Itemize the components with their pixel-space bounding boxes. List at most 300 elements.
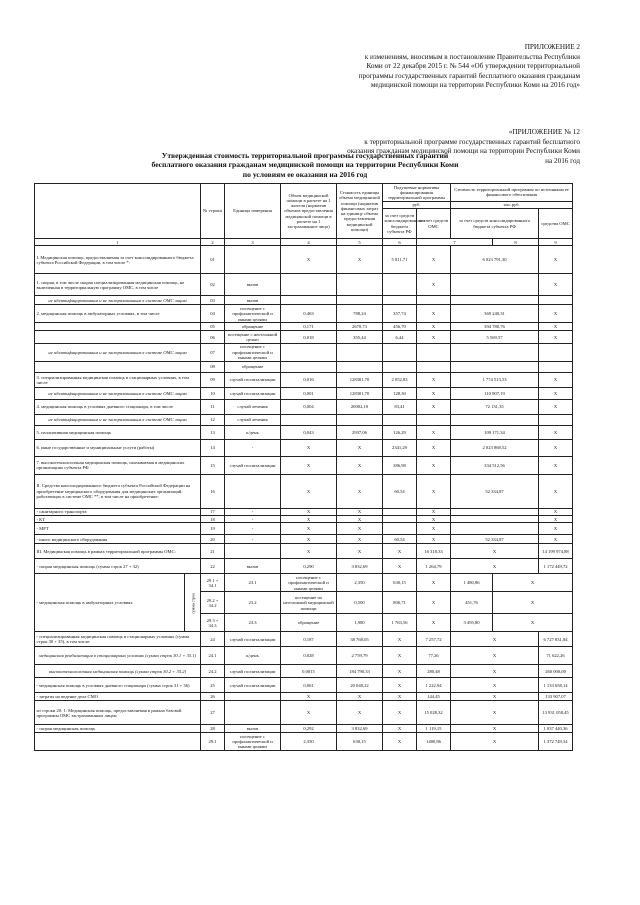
row-formula: 29.2 + 34.2 — [201, 592, 225, 614]
row-oms: 1 119,15 — [417, 725, 451, 733]
row-budget: 357,74 — [383, 305, 417, 323]
row-cost: X — [337, 516, 383, 523]
row-volume: X — [281, 456, 337, 474]
row-unit: - — [225, 508, 281, 515]
row-volume: X — [281, 544, 337, 559]
row-oms: X — [417, 387, 451, 399]
row-budget: X — [383, 559, 417, 574]
row-budget-total: 1 774 513,53 — [451, 372, 539, 387]
row-volume: 0,043 — [281, 425, 337, 439]
row-volume: 0,028 — [281, 647, 337, 665]
row-oms: X — [417, 399, 451, 414]
row-number: 01 — [201, 246, 225, 274]
row-budget — [383, 274, 417, 296]
row-budget-total — [451, 523, 539, 535]
row-volume — [281, 296, 337, 305]
row-volume — [281, 274, 337, 296]
title-line: бесплатного оказания гражданам медицинской помощи на территории Республики Коми — [151, 160, 459, 170]
row-number: 06 — [201, 331, 225, 344]
row-budget-total: X — [451, 665, 539, 678]
row-number: 17 — [201, 508, 225, 515]
row-budget: X — [383, 733, 417, 751]
row-unit: посещение с профилактической и иными целями — [225, 305, 281, 323]
row-cost: 355,44 — [337, 331, 383, 344]
row-unit: посещение с профилактической и иными целями — [281, 574, 337, 592]
row-cost: X — [337, 544, 383, 559]
row-name: 5. паллиативная медицинская помощь — [35, 425, 201, 439]
row-name: из строки 20: 1. Медицинская помощь, предоставляемая в рамках базовой программы ОМС застрахованным лицам — [35, 701, 201, 725]
row-budget: 126,29 — [383, 425, 417, 439]
row-cost: X — [337, 693, 383, 701]
row-volume: 0,061 — [281, 678, 337, 693]
table-row — [35, 414, 573, 425]
header-cost: Стоимость единицы объема медицинской помощи (норматив финансовых затрат на единицу объема предоставления медицинской помощи) — [337, 184, 383, 239]
row-budget: 386,98 — [383, 456, 417, 474]
row-number: 14 — [201, 439, 225, 456]
row-oms-total: X — [539, 274, 573, 296]
attachment-line: программы государственных гарантий бесплатного оказания гражданам — [358, 71, 580, 80]
row-budget-total — [451, 414, 539, 425]
row-name: - МРТ — [35, 523, 201, 535]
row-cost: 20002,10 — [337, 399, 383, 414]
table-row — [35, 508, 573, 515]
row-unit: - — [225, 439, 281, 456]
row-oms: 451,76 — [451, 592, 493, 614]
row-oms-total: 1 037 440,36 — [539, 725, 573, 733]
row-oms-total: X — [539, 535, 573, 544]
row-formula: 29.1 + 34.1 — [201, 574, 225, 592]
column-number: 6 — [383, 239, 417, 246]
row-budget: 5 811,71 — [383, 246, 417, 274]
row-name: I. Медицинская помощь, предоставляемая за счет консолидированного бюджета субъекта Российской Федерации, в том числе *: — [35, 246, 201, 274]
row-volume: 1,980 — [337, 614, 383, 632]
row-cost: 3 832,69 — [337, 559, 383, 574]
row-name: не идентифицированным и не застрахованным в системе ОМС лицам — [35, 343, 201, 361]
row-cost: 3 832,69 — [337, 725, 383, 733]
table-row — [35, 387, 573, 399]
row-budget — [383, 361, 417, 372]
row-name: медицинская реабилитация в стационарных условиях (сумма строк 30.1 + 35.1) — [35, 647, 201, 665]
row-oms-total: X — [539, 523, 573, 535]
table-row — [35, 678, 573, 693]
row-budget: 2341,29 — [383, 439, 417, 456]
row-budget-total: X — [493, 592, 573, 614]
row-number: 25 — [201, 678, 225, 693]
row-budget-total: 5 569,57 — [451, 331, 539, 344]
table-row — [35, 372, 573, 387]
table-row — [35, 439, 573, 456]
row-budget-total — [451, 516, 539, 523]
column-number: 9 — [539, 239, 573, 246]
column-number: 8 — [493, 239, 539, 246]
row-budget-total: X — [451, 544, 539, 559]
row-budget: X — [383, 701, 417, 725]
row-name: - медицинская помощь в условиях дневного стационара (сумма строк 31 + 36) — [35, 678, 201, 693]
row-oms-total: X — [539, 508, 573, 515]
row-budget: X — [383, 647, 417, 665]
row-oms-total: X — [539, 387, 573, 399]
row-oms: 15 028,32 — [417, 701, 451, 725]
header-oms-total: средства ОМС — [539, 209, 573, 239]
row-volume: X — [281, 701, 337, 725]
row-cost: 2 759,79 — [337, 647, 383, 665]
row-volume: X — [281, 439, 337, 456]
row-unit: посещение с профилактической и иными целями — [225, 343, 281, 361]
row-number: 16 — [201, 474, 225, 508]
attachment-line: Коми от 22 декабря 2015 г. № 544 «Об утверждении территориальной — [366, 62, 580, 71]
row-oms-total — [539, 361, 573, 372]
row-number: 26 — [201, 693, 225, 701]
row-oms: X — [417, 516, 451, 523]
header-oms: за счет средств ОМС — [417, 209, 451, 239]
row-name: II. Средства консолидированного бюджета субъекта Российской Федерации на приобретение медицинского оборудования для медицинских организаций, работающих в системе ОМС **, в том числе на приобретение: — [35, 474, 201, 508]
row-cost — [337, 414, 383, 425]
row-oms: 144,45 — [417, 693, 451, 701]
row-number: 22 — [201, 559, 225, 574]
row-volume: 0,016 — [281, 372, 337, 387]
row-budget-total: X — [451, 725, 539, 733]
row-volume: 0,001 — [281, 387, 337, 399]
header-budget: за счет средств консолидированного бюджета субъекта РФ — [383, 209, 417, 239]
header-volume: Объем медицинской помощи в расчете на 1 жителя (норматив объемов предоставления медицинской помощи в расчете на 1 застрахованное лицо) — [281, 184, 337, 239]
row-oms-total: X — [539, 323, 573, 331]
row-unit: вызов — [225, 296, 281, 305]
row-cost: 630,15 — [337, 733, 383, 751]
row-name: 7. высокотехнологичная медицинская помощь, оказываемая в медицинских организациях субъекта РФ — [35, 456, 201, 474]
row-budget: 60,54 — [383, 474, 417, 508]
row-budget-total: 6 023 791,30 — [451, 246, 539, 274]
row-budget-total — [451, 274, 539, 296]
row-budget: X — [383, 678, 417, 693]
row-number: 20 — [201, 535, 225, 544]
table-row — [35, 399, 573, 414]
row-budget: X — [383, 725, 417, 733]
row-budget: X — [383, 632, 417, 647]
row-budget: 83,41 — [383, 399, 417, 414]
row-number: 04 — [201, 305, 225, 323]
annex-line: к территориальной программе государственных гарантий бесплатного — [364, 137, 580, 146]
row-oms: 16 318,33 — [417, 544, 451, 559]
row-name: III. Медицинская помощь в рамках территориальной программы ОМС: — [35, 544, 201, 559]
table-row — [35, 425, 573, 439]
cost-table — [34, 183, 573, 751]
header-thous-rub: тыс.руб. — [451, 201, 573, 208]
attachment-line: медицинской помощи на территории Республики Коми на 2016 год» — [370, 81, 580, 90]
row-budget-total: 334 512,56 — [451, 456, 539, 474]
row-oms — [417, 361, 451, 372]
row-unit: случай госпитализации — [225, 632, 281, 647]
row-cost: 128301,70 — [337, 387, 383, 399]
header-per-capita: Подушевые нормативы финансирования территориальной программы — [383, 184, 451, 202]
row-oms-total: X — [539, 425, 573, 439]
row-unit: посещение по неотложной медицинской помощи — [281, 592, 337, 614]
row-budget: X — [417, 592, 451, 614]
row-oms-total: X — [539, 516, 573, 523]
row-unit — [225, 246, 281, 274]
row-volume: 0,004 — [281, 399, 337, 414]
row-name: 1. скорая, в том числе скорая специализированная медицинская помощь, не включенная в территориальную программу ОМС, в том числе — [35, 274, 201, 296]
row-budget-total: 109 171,34 — [451, 425, 539, 439]
annex-line: «ПРИЛОЖЕНИЕ № 12 — [508, 128, 580, 136]
attachment-line: ПРИЛОЖЕНИЕ 2 — [524, 43, 580, 51]
row-unit: обращение — [281, 614, 337, 632]
row-budget-total: X — [451, 632, 539, 647]
table-row — [35, 574, 573, 592]
table-row — [35, 343, 573, 361]
row-unit: обращение — [225, 323, 281, 331]
row-number: 18 — [201, 516, 225, 523]
row-budget: 2 052,83 — [383, 372, 417, 387]
row-oms-total: 260 000,00 — [539, 665, 573, 678]
column-number: 1 — [35, 239, 201, 246]
row-oms-total — [539, 343, 573, 361]
row-unit: случай госпитализации — [225, 372, 281, 387]
row-group-label: сумма строк — [185, 574, 201, 632]
row-oms: X — [417, 439, 451, 456]
row-unit: к/день — [225, 647, 281, 665]
row-unit — [225, 474, 281, 508]
row-unit: посещение с профилактической и иными целями — [225, 733, 281, 751]
row-volume: 0,018 — [281, 331, 337, 344]
row-cost: X — [337, 474, 383, 508]
row-oms: X — [417, 274, 451, 296]
row-oms-total — [539, 414, 573, 425]
row-budget-total: 369 240,31 — [451, 305, 539, 323]
row-formula: 29.3 + 34.3 — [201, 614, 225, 632]
row-name: высокотехнологичная медицинская помощь (сумма строк 30.2 + 35.2) — [35, 665, 201, 678]
row-volume: X — [281, 246, 337, 274]
row-cost — [337, 274, 383, 296]
table-row — [35, 733, 573, 751]
row-number: 03 — [201, 296, 225, 305]
row-budget: X — [383, 544, 417, 559]
row-budget-total: X — [451, 678, 539, 693]
row-oms: X — [417, 535, 451, 544]
row-volume: X — [281, 693, 337, 701]
row-unit: - — [225, 523, 281, 535]
row-unit — [225, 701, 281, 725]
row-volume: 0,171 — [281, 323, 337, 331]
row-cost: X — [337, 456, 383, 474]
row-oms-total: 1 133 658,14 — [539, 678, 573, 693]
row-oms-total: X — [539, 399, 573, 414]
row-cost: X — [337, 523, 383, 535]
row-name: - санитарного транспорта — [35, 508, 201, 515]
row-unit — [225, 693, 281, 701]
row-budget-total: 72 131,35 — [451, 399, 539, 414]
row-number: 05 — [201, 323, 225, 331]
row-number: 29.1 — [201, 733, 225, 751]
row-budget-total: 52 334,87 — [451, 535, 539, 544]
row-budget: 6,44 — [383, 331, 417, 344]
row-budget-total — [451, 361, 539, 372]
row-oms-total: X — [539, 372, 573, 387]
column-number-row — [35, 239, 573, 246]
row-cost: X — [337, 439, 383, 456]
row-oms: 1 264,79 — [417, 559, 451, 574]
table-row — [35, 693, 573, 701]
annex-line: оказания гражданам медицинской помощи на территории Республики Коми — [347, 147, 580, 156]
row-unit: - — [225, 516, 281, 523]
row-volume: X — [281, 535, 337, 544]
row-number: 21 — [201, 544, 225, 559]
table-row — [35, 516, 573, 523]
row-budget-total: 110 907,19 — [451, 387, 539, 399]
row-oms: 77,26 — [417, 647, 451, 665]
row-cost: X — [337, 701, 383, 725]
row-volume: X — [281, 516, 337, 523]
row-unit: случай лечения — [225, 399, 281, 414]
row-unit: случай госпитализации — [225, 456, 281, 474]
row-cost: 806,71 — [383, 592, 417, 614]
row-oms: X — [417, 331, 451, 344]
table-row — [35, 665, 573, 678]
row-budget: 456,70 — [383, 323, 417, 331]
row-oms: X — [417, 372, 451, 387]
row-cost: 184 790,33 — [337, 665, 383, 678]
row-unit: вызов — [225, 559, 281, 574]
row-budget-total — [451, 296, 539, 305]
row-budget — [383, 296, 417, 305]
row-budget-total: X — [451, 701, 539, 725]
table-row — [35, 725, 573, 733]
row-budget: X — [383, 665, 417, 678]
table-row — [35, 523, 573, 535]
row-name — [35, 323, 201, 331]
annex-line: на 2016 год — [545, 156, 580, 165]
row-oms: X — [417, 456, 451, 474]
row-oms: X — [417, 474, 451, 508]
row-oms: 7 257,72 — [417, 632, 451, 647]
row-name: 2. медицинская помощь в амбулаторных условиях, в том числе — [35, 305, 201, 323]
row-number: 27 — [201, 701, 225, 725]
row-volume: 0,0015 — [281, 665, 337, 678]
row-cost: X — [337, 508, 383, 515]
row-budget-total: X — [451, 733, 539, 751]
row-oms: 1 480,86 — [451, 574, 493, 592]
row-volume: X — [281, 474, 337, 508]
row-number: 28 — [201, 725, 225, 733]
row-unit: случай лечения — [225, 414, 281, 425]
header-rub: руб. — [383, 201, 451, 208]
row-oms-total: X — [539, 456, 573, 474]
row-name: - иного медицинского оборудования — [35, 535, 201, 544]
row-oms: X — [417, 246, 451, 274]
row-budget-total: 52 334,87 — [451, 474, 539, 508]
header-row-no: № строки — [201, 184, 225, 239]
row-unit: вызов — [225, 274, 281, 296]
row-name: не идентифицированным и не застрахованным в системе ОМС лицам — [35, 414, 201, 425]
row-oms: 3 495,80 — [451, 614, 493, 632]
row-budget-total — [451, 508, 539, 515]
row-cost: 630,15 — [383, 574, 417, 592]
row-cost: X — [337, 246, 383, 274]
row-oms-total: X — [539, 305, 573, 323]
row-volume: X — [281, 508, 337, 515]
table-row — [35, 361, 573, 372]
row-volume: 0,463 — [281, 305, 337, 323]
row-name: не идентифицированным и не застрахованным в системе ОМС лицам — [35, 387, 201, 399]
row-cost: 2937,06 — [337, 425, 383, 439]
row-oms: 1 222,94 — [417, 678, 451, 693]
row-name — [35, 361, 201, 372]
row-number: 13 — [201, 425, 225, 439]
row-unit: посещение с неотложной целью — [225, 331, 281, 344]
title-line: по условиям ее оказания на 2016 год — [242, 169, 368, 179]
row-budget: 60,54 — [383, 535, 417, 544]
row-unit: - — [225, 535, 281, 544]
row-name: не идентифицированным и не застрахованным в системе ОМС лицам — [35, 296, 201, 305]
row-unit: вызов — [225, 725, 281, 733]
table-row — [35, 296, 573, 305]
row-oms-total: 71 622,26 — [539, 647, 573, 665]
row-budget: 128,30 — [383, 387, 417, 399]
row-unit: случай госпитализации — [225, 678, 281, 693]
attachment-line: к изменениям, вносимым в постановление Правительства Республики — [364, 52, 580, 61]
row-number: 15 — [201, 456, 225, 474]
table-row — [35, 647, 573, 665]
row-number: 23.1 — [225, 574, 281, 592]
column-number: 3 — [225, 239, 281, 246]
row-oms: X — [417, 323, 451, 331]
row-volume: 2,350 — [281, 733, 337, 751]
row-number: 23.2 — [225, 592, 281, 614]
row-number: 23.3 — [225, 614, 281, 632]
title-line: Утвержденная стоимость территориальной программы государственных гарантий — [161, 151, 449, 160]
row-name — [35, 331, 201, 344]
table-row — [35, 701, 573, 725]
table-row — [35, 456, 573, 474]
row-unit — [225, 544, 281, 559]
row-budget-total: X — [493, 614, 573, 632]
row-oms-total: 13 931 058,45 — [539, 701, 573, 725]
table-row — [35, 323, 573, 331]
header-name-cell — [35, 184, 201, 239]
row-unit: случай госпитализации — [225, 665, 281, 678]
table-row — [35, 331, 573, 344]
row-cost: 788,24 — [337, 305, 383, 323]
row-budget-total: 394 780,76 — [451, 323, 539, 331]
row-volume: 0,187 — [281, 632, 337, 647]
row-number: 12 — [201, 414, 225, 425]
row-cost: 1 763,56 — [383, 614, 417, 632]
row-number: 08 — [201, 361, 225, 372]
row-name: - специализированная медицинская помощь в стационарных условиях (сумма строк 30 + 35), в том числе: — [35, 632, 201, 647]
table-row — [35, 246, 573, 274]
row-oms-total: X — [539, 331, 573, 344]
row-number: 19 — [201, 523, 225, 535]
row-oms-total: X — [539, 246, 573, 274]
row-name: - медицинская помощь в амбулаторных условиях — [35, 574, 185, 632]
row-number: 10 — [201, 387, 225, 399]
row-cost — [337, 343, 383, 361]
row-volume — [281, 414, 337, 425]
row-oms — [417, 296, 451, 305]
table-row — [35, 535, 573, 544]
row-oms-total: 1 372 749,34 — [539, 733, 573, 751]
row-oms-total: 1 172 449,72 — [539, 559, 573, 574]
row-name — [35, 733, 201, 751]
row-name: - затраты на ведение дела СМО — [35, 693, 201, 701]
table-row — [35, 305, 573, 323]
row-oms: 280,48 — [417, 665, 451, 678]
row-budget-total — [451, 343, 539, 361]
row-number: 24.2 — [201, 665, 225, 678]
row-name: 3. специализированная медицинская помощь в стационарных условиях, в том числе — [35, 372, 201, 387]
header-budget-total: за счет средств консолидированного бюджета субъекта РФ — [451, 209, 539, 239]
row-number: 11 — [201, 399, 225, 414]
row-volume — [281, 361, 337, 372]
